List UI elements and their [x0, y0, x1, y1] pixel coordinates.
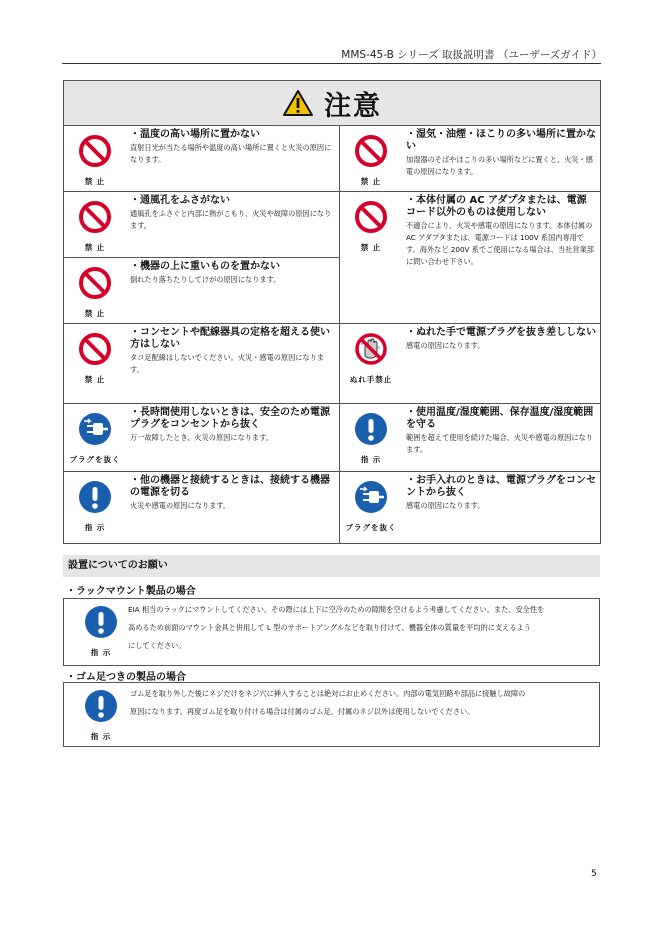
instruction-icon — [78, 480, 112, 514]
rack-mount-subtitle: ・ラックマウント製品の場合 — [66, 586, 196, 597]
item-body: 万一故障したとき、火災の原因になります。 — [130, 433, 273, 442]
caution-item-power-off-connected — [64, 472, 340, 544]
icon-label: プラグを抜く — [345, 523, 397, 532]
icon-label: プラグを抜く — [69, 455, 121, 464]
rack-note-line: 高めるため前面のマウント金具と併用して L 型のサポートアングルなどを取り付けて、機器全体の質量を平均的に支えるよう — [128, 623, 531, 632]
icon-label: 指 示 — [84, 523, 106, 532]
prohibition-icon — [78, 332, 112, 366]
caution-item-unplug-long-term — [64, 404, 340, 472]
item-title: ・機器の上に重いものを置かない — [130, 261, 280, 272]
icon-label: 指 示 — [90, 732, 112, 741]
item-title: ・長時間使用しないときは、安全のため電源プラグをコンセントから抜く — [130, 407, 330, 430]
icon-label: 禁 止 — [84, 309, 106, 318]
item-body: 通風孔をふさぐと内部に熱がこもり、火災や故障の原因になります。 — [130, 209, 332, 230]
caution-title: 注意 — [324, 90, 382, 122]
document-header-title: MMS-45-B シリーズ 取扱説明書 （ユーザーズガイド） — [341, 49, 602, 61]
prohibition-icon — [78, 266, 112, 300]
item-body: 直射日光が当たる場所や温度の高い場所に置くと火災の原因になります。 — [130, 143, 332, 164]
caution-table — [63, 80, 601, 544]
rack-mount-note — [63, 598, 600, 666]
icon-label: 禁 止 — [84, 375, 106, 384]
icon-label: 禁 止 — [360, 177, 382, 186]
instruction-icon — [84, 605, 118, 639]
prohibition-icon — [354, 134, 388, 168]
installation-section-title: 設置についてのお願い — [63, 555, 600, 577]
rubber-note-line: 原因になります。再度ゴム足を取り付ける場合は付属のゴム足、付属のネジ以外は使用しないでください。 — [130, 707, 475, 716]
item-title: ・通風孔をふさがない — [130, 195, 230, 206]
instruction-icon — [84, 689, 118, 723]
item-title: ・温度の高い場所に置かない — [130, 129, 260, 140]
item-title: ・コンセントや配線器具の定格を超える使い方はしない — [130, 327, 330, 350]
page-number: 5 — [591, 869, 597, 879]
warning-triangle-icon — [282, 89, 314, 117]
item-title: ・お手入れのときは、電源プラグをコンセントから抜く — [406, 475, 596, 498]
unplug-icon — [78, 412, 112, 446]
caution-item-ventilation — [64, 192, 340, 258]
rack-note-line: EIA 相当のラックにマウントしてください。その際には上下に空冷のための隙間を空けるよう考慮してください。また、安全性を — [128, 605, 545, 614]
prohibition-icon — [78, 200, 112, 234]
caution-item-ac-adapter — [340, 192, 601, 324]
rubber-feet-subtitle: ・ゴム足つきの製品の場合 — [66, 672, 186, 683]
caution-item-high-temperature — [64, 126, 340, 192]
caution-item-outlet-rating — [64, 324, 340, 404]
item-body: 倒れたり落ちたりしてけがの原因になります。 — [130, 275, 281, 284]
item-body: 加湿器のそばやほこりの多い場所などに置くと、火災・感電の原因になります。 — [406, 155, 593, 176]
item-body: 不適合により、火災や感電の原因になります。本体付属の AC アダプタまたは、電源コードは 100V 系国内専用です。海外など 200V 系でご使用になる場合は、当社営業部に問い合わせ下さい。 — [406, 221, 594, 266]
rack-note-line: にしてください。 — [128, 641, 186, 650]
icon-label: 禁 止 — [360, 243, 382, 252]
caution-item-wet-hands — [340, 324, 601, 404]
item-body: 火災や感電の原因になります。 — [130, 501, 231, 510]
item-title: ・本体付属の AC アダプタまたは、電源コード以外のものは使用しない — [406, 195, 587, 218]
caution-item-humidity-dust — [340, 126, 601, 192]
prohibition-icon — [354, 200, 388, 234]
item-title: ・湿気・油煙・ほこりの多い場所に置かない — [406, 129, 596, 152]
item-title: ・他の機器と接続するときは、接続する機器の電源を切る — [130, 475, 330, 498]
icon-label: 禁 止 — [84, 177, 106, 186]
icon-label: 指 示 — [360, 455, 382, 464]
rubber-note-line: ゴム足を取り外した後にネジだけをネジ穴に挿入することは絶対にお止めください。内部の電気回路や部品に接触し故障の — [130, 689, 526, 698]
item-title: ・ぬれた手で電源プラグを抜き差ししない — [406, 327, 596, 338]
icon-label: ぬれ手禁止 — [349, 375, 393, 384]
item-title: ・使用温度/湿度範囲、保存温度/湿度範囲を守る — [406, 407, 594, 430]
item-body: 感電の原因になります。 — [406, 341, 485, 350]
icon-label: 指 示 — [90, 648, 112, 657]
header-divider — [62, 63, 601, 64]
caution-banner — [64, 81, 601, 126]
unplug-icon — [354, 480, 388, 514]
caution-item-heavy-objects — [64, 258, 340, 324]
icon-label: 禁 止 — [84, 243, 106, 252]
caution-item-unplug-cleaning — [340, 472, 601, 544]
prohibition-icon — [78, 134, 112, 168]
item-body: 範囲を超えて使用を続けた場合、火災や感電の原因になります。 — [406, 433, 593, 454]
rubber-feet-note — [63, 682, 600, 747]
item-body: タコ足配線はしないでください。火災・感電の原因になります。 — [130, 353, 325, 374]
caution-item-operating-range — [340, 404, 601, 472]
instruction-icon — [354, 412, 388, 446]
wet-hand-prohibition-icon — [354, 332, 388, 366]
item-body: 感電の原因になります。 — [406, 501, 485, 510]
